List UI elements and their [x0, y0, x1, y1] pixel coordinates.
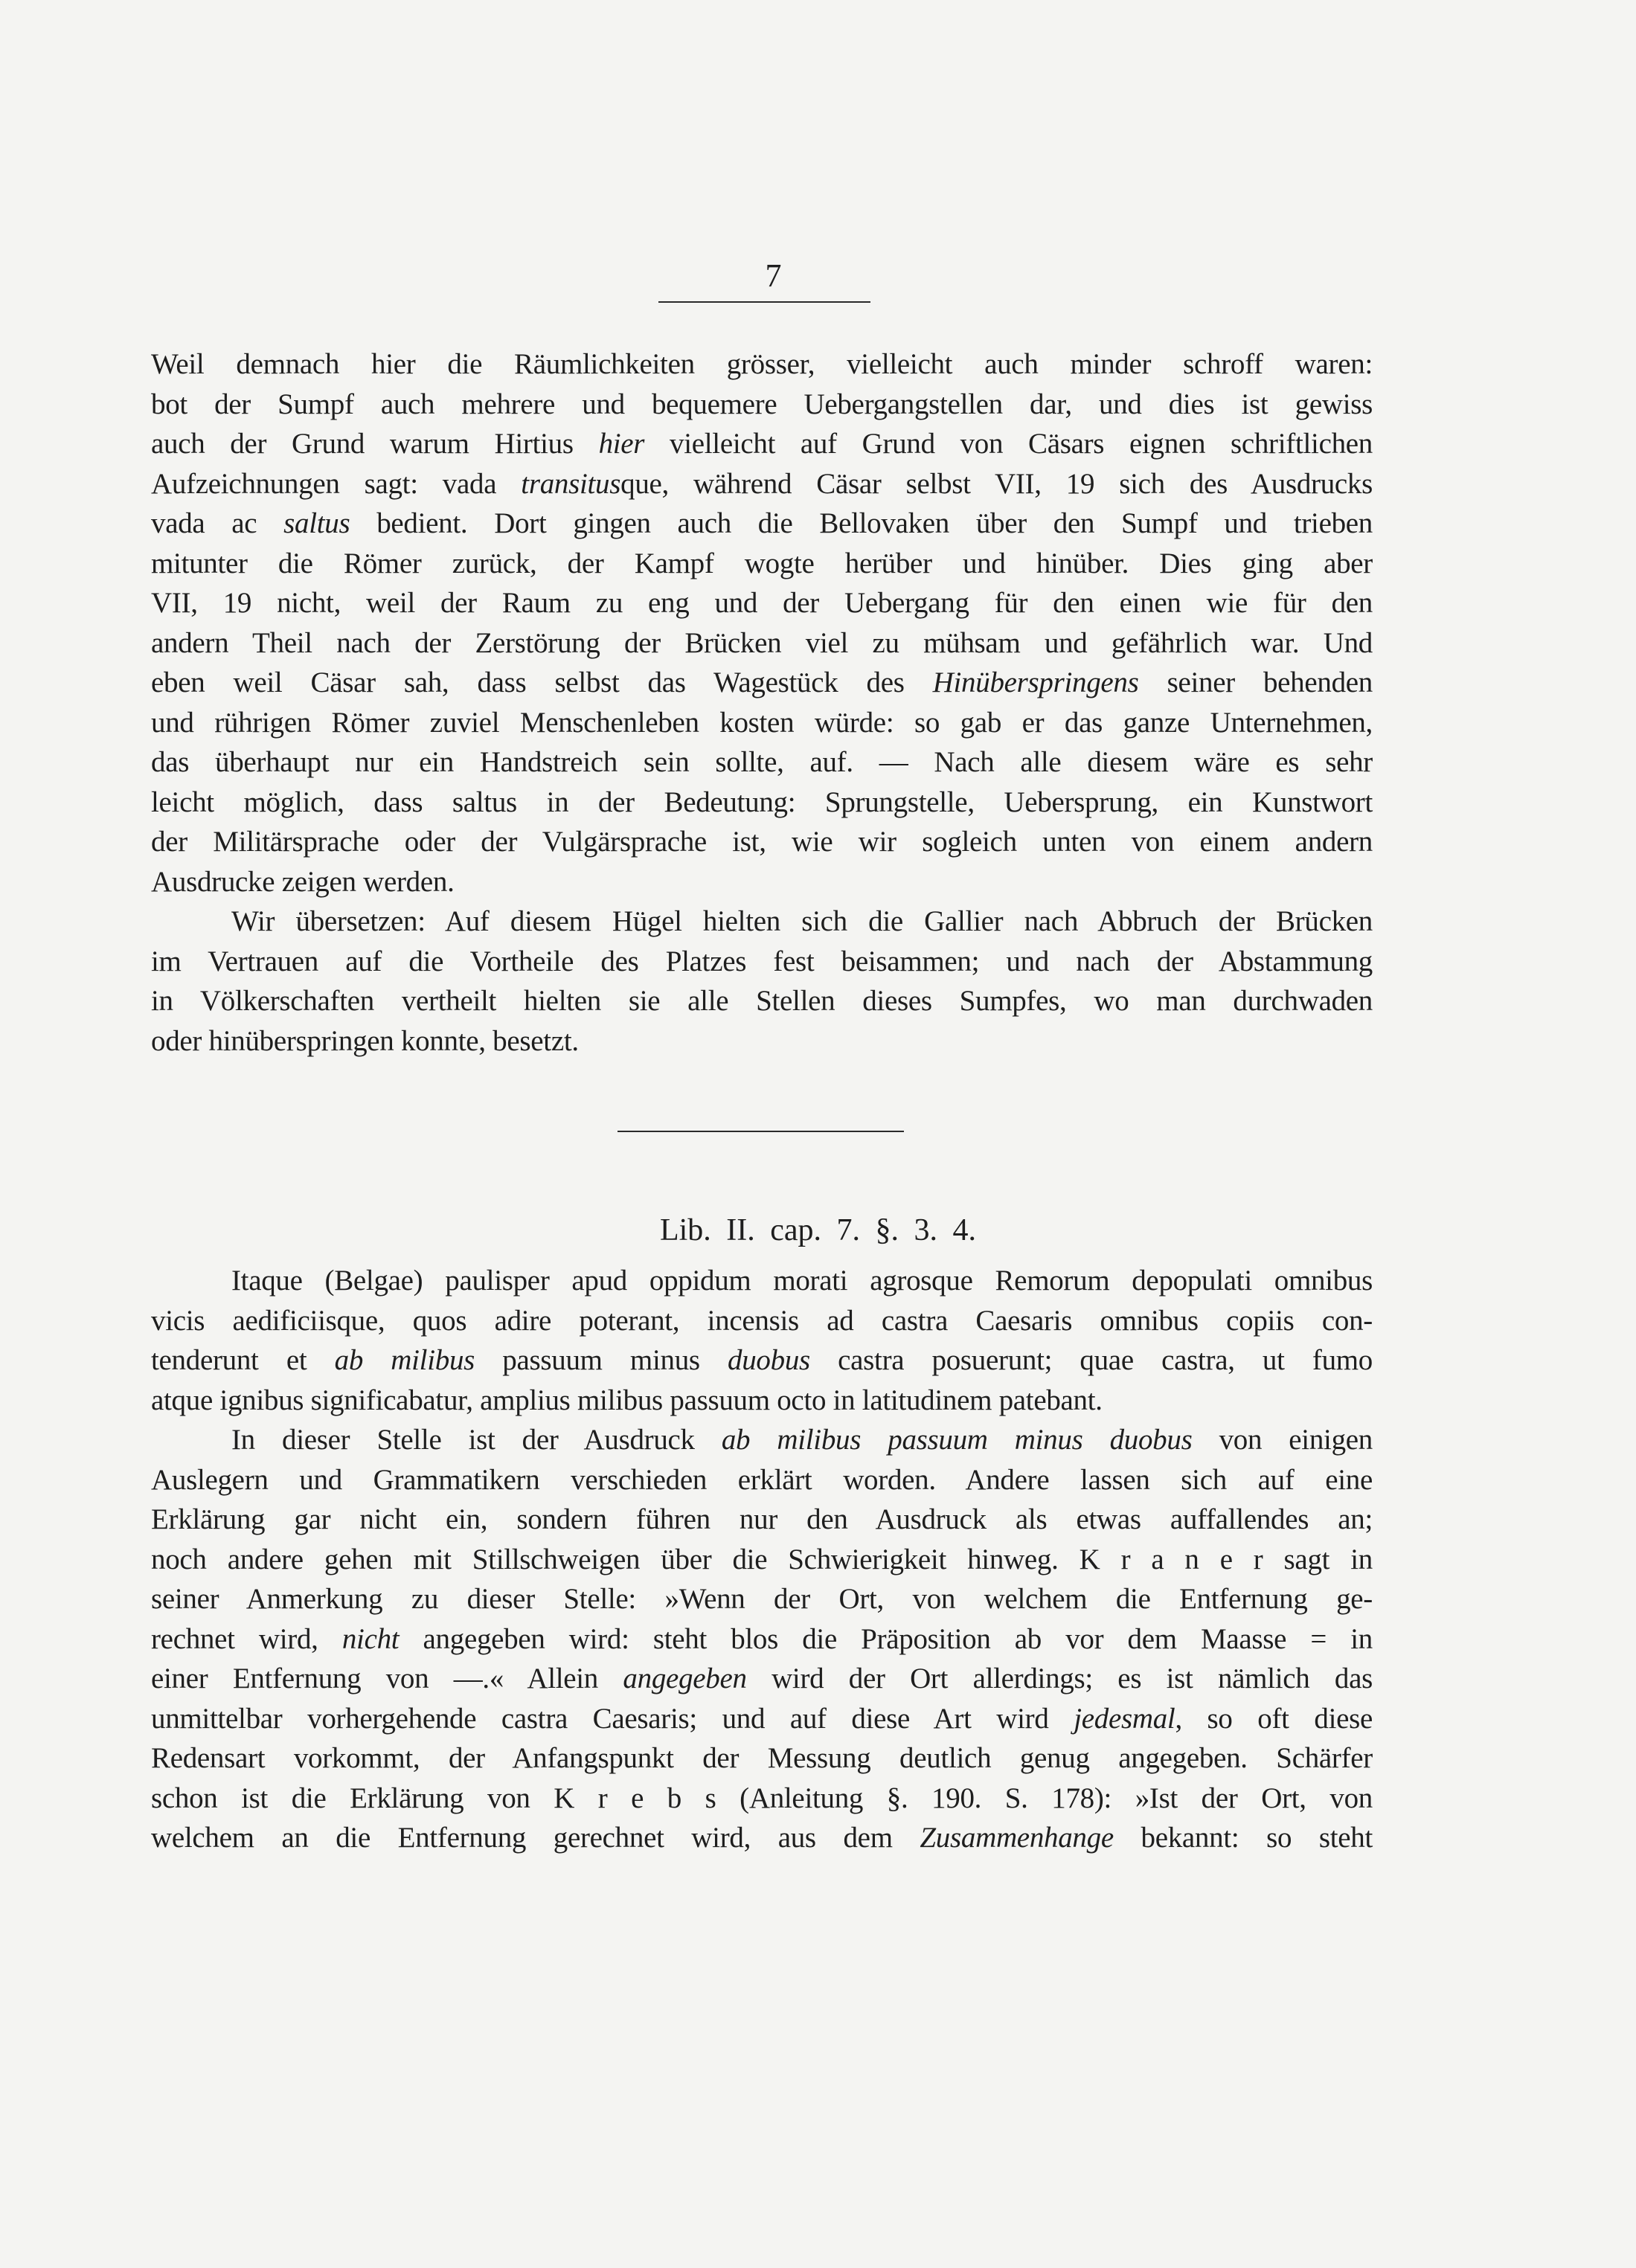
text-segment: castra posuerunt; quae castra, ut fumo: [809, 1344, 1373, 1376]
text-line: [151, 1021, 1373, 1061]
text-line: [151, 902, 1373, 942]
italic-text: ab milibus: [334, 1344, 475, 1376]
text-segment: leicht möglich, dass saltus in der Bedeutung: Sprungstelle, Uebersprung, ein Kunstwort: [151, 786, 1373, 818]
text-segment: vicis aedificiisque, quos adire poterant, incensis ad castra Caesaris omnibus copiis con-: [151, 1304, 1373, 1337]
italic-text: duobus: [728, 1344, 810, 1376]
text-line: [151, 1500, 1373, 1540]
text-line: [151, 1301, 1373, 1341]
text-segment: schon ist die Erklärung von K r e b s (Anleitung §. 190. S. 178): »Ist der Ort, von: [151, 1782, 1373, 1814]
italic-text: transitus: [521, 467, 621, 500]
text-segment: VII, 19 nicht, weil der Raum zu eng und der Uebergang für den einen wie für den: [151, 587, 1373, 619]
body-text-block-1: [151, 344, 1373, 1061]
text-segment: in Völkerschaften vertheilt hielten sie alle Stellen dieses Sumpfes, wo man durchwaden: [151, 985, 1373, 1017]
section-divider: [617, 1131, 904, 1132]
text-segment: Aufzeichnungen sagt: vada: [151, 467, 522, 500]
text-line: [151, 1261, 1373, 1301]
text-segment: angegeben wird: steht blos die Präposition ab vor dem Maasse = in: [399, 1622, 1373, 1655]
text-line: [151, 344, 1373, 385]
italic-text: hier: [598, 428, 645, 460]
text-line: [151, 464, 1373, 504]
text-segment: das überhaupt nur ein Handstreich sein sollte, auf. — Nach alle diesem wäre es sehr: [151, 746, 1373, 778]
text-segment: Ausdrucke zeigen werden.: [151, 865, 455, 898]
text-segment: atque ignibus significabatur, amplius milibus passuum octo in latitudinem patebant.: [151, 1384, 1103, 1416]
text-segment: von einigen: [1192, 1424, 1373, 1456]
text-segment: Auslegern und Grammatikern verschieden erklärt worden. Andere lassen sich auf eine: [151, 1463, 1373, 1496]
text-segment: wird der Ort allerdings; es ist nämlich das: [746, 1663, 1373, 1694]
text-segment: , so oft diese: [1175, 1702, 1373, 1735]
text-segment: tenderunt et: [151, 1344, 335, 1376]
text-segment: Itaque (Belgae) paulisper apud oppidum morati agrosque Remorum depopulati omnibus: [231, 1265, 1373, 1297]
text-segment: unmittelbar vorhergehende castra Caesaris; und auf diese Art wird: [151, 1702, 1074, 1735]
text-segment: einer Entfernung von —.« Allein: [151, 1663, 623, 1694]
italic-text: Hinüberspringens: [932, 666, 1139, 698]
text-segment: eben weil Cäsar sah, dass selbst das Wagestück des: [151, 666, 933, 698]
text-segment: seiner Anmerkung zu dieser Stelle: »Wenn der Ort, von welchem die Entfernung ge-: [151, 1583, 1373, 1615]
text-segment: andern Theil nach der Zerstörung der Brücken viel zu mühsam und gefährlich war. Und: [151, 626, 1373, 659]
italic-text: ab milibus passuum minus duobus: [721, 1424, 1193, 1456]
text-line: [151, 1340, 1373, 1381]
text-line: [151, 583, 1373, 623]
text-segment: In dieser Stelle ist der Ausdruck: [231, 1424, 722, 1456]
text-segment: passuum minus: [475, 1344, 728, 1376]
text-line: [151, 703, 1373, 743]
text-line: [151, 1540, 1373, 1580]
text-line: [151, 385, 1373, 425]
text-line: [151, 1420, 1373, 1460]
text-line: [151, 1460, 1373, 1500]
header-rule: [658, 301, 870, 303]
text-line: [151, 862, 1373, 902]
text-line: [151, 424, 1373, 464]
text-segment: rechnet wird,: [151, 1622, 342, 1655]
text-line: [151, 981, 1373, 1021]
text-segment: und rührigen Römer zuviel Menschenleben kosten würde: so gab er das ganze Unternehmen,: [151, 706, 1373, 739]
text-line: [151, 822, 1373, 862]
text-line: [151, 1619, 1373, 1660]
text-segment: noch andere gehen mit Stillschweigen über die Schwierigkeit hinweg. K r a n e r sagt in: [151, 1543, 1373, 1575]
text-line: [151, 1818, 1373, 1858]
text-segment: mitunter die Römer zurück, der Kampf wogte herüber und hinüber. Dies ging aber: [151, 547, 1373, 579]
text-line: [151, 623, 1373, 664]
section-heading: Lib. II. cap. 7. §. 3. 4.: [659, 1213, 977, 1247]
italic-text: angegeben: [623, 1663, 747, 1694]
text-line: [151, 1381, 1373, 1421]
text-line: [151, 1659, 1373, 1699]
text-line: [151, 544, 1373, 584]
text-segment: Weil demnach hier die Räumlichkeiten grösser, vielleicht auch minder schroff waren:: [151, 348, 1373, 380]
text-segment: seiner behenden: [1138, 666, 1373, 698]
text-line: [151, 783, 1373, 823]
text-line: [151, 1699, 1373, 1739]
text-segment: Wir übersetzen: Auf diesem Hügel hielten sich die Gallier nach Abbruch der Brücken: [231, 905, 1373, 937]
text-segment: auch der Grund warum Hirtius: [151, 428, 599, 460]
italic-text: Zusammenhange: [920, 1822, 1114, 1854]
text-line: [151, 742, 1373, 783]
text-line: [151, 1779, 1373, 1819]
text-segment: bot der Sumpf auch mehrere und bequemere Uebergangstellen dar, und dies ist gewiss: [151, 388, 1373, 420]
text-line: [151, 663, 1373, 703]
text-segment: im Vertrauen auf die Vortheile des Platzes fest beisammen; und nach der Abstammung: [151, 945, 1373, 977]
text-segment: bedient. Dort gingen auch die Bellovaken über den Sumpf und trieben: [350, 507, 1373, 539]
italic-text: jedesmal: [1074, 1702, 1175, 1735]
text-line: [151, 504, 1373, 544]
text-segment: bekannt: so steht: [1113, 1822, 1373, 1854]
text-segment: vielleicht auf Grund von Cäsars eignen schriftlichen: [644, 428, 1373, 460]
text-segment: oder hinüberspringen konnte, besetzt.: [151, 1024, 579, 1057]
text-segment: Redensart vorkommt, der Anfangspunkt der Messung deutlich genug angegeben. Schärfer: [151, 1742, 1373, 1774]
text-line: [151, 1738, 1373, 1779]
text-line: [151, 942, 1373, 982]
text-line: [151, 1579, 1373, 1619]
italic-text: saltus: [283, 507, 350, 539]
text-segment: welchem an die Entfernung gerechnet wird, aus dem: [151, 1822, 920, 1854]
text-segment: Erklärung gar nicht ein, sondern führen nur den Ausdruck als etwas auffallendes an;: [151, 1503, 1373, 1535]
italic-text: nicht: [341, 1622, 400, 1655]
text-segment: vada ac: [151, 507, 284, 539]
page-number: 7: [765, 257, 782, 294]
text-segment: der Militärsprache oder der Vulgärsprache ist, wie wir sogleich unten von einem andern: [151, 826, 1373, 858]
text-segment: que, während Cäsar selbst VII, 19 sich des Ausdrucks: [620, 467, 1373, 500]
body-text-block-2: [151, 1261, 1373, 1858]
